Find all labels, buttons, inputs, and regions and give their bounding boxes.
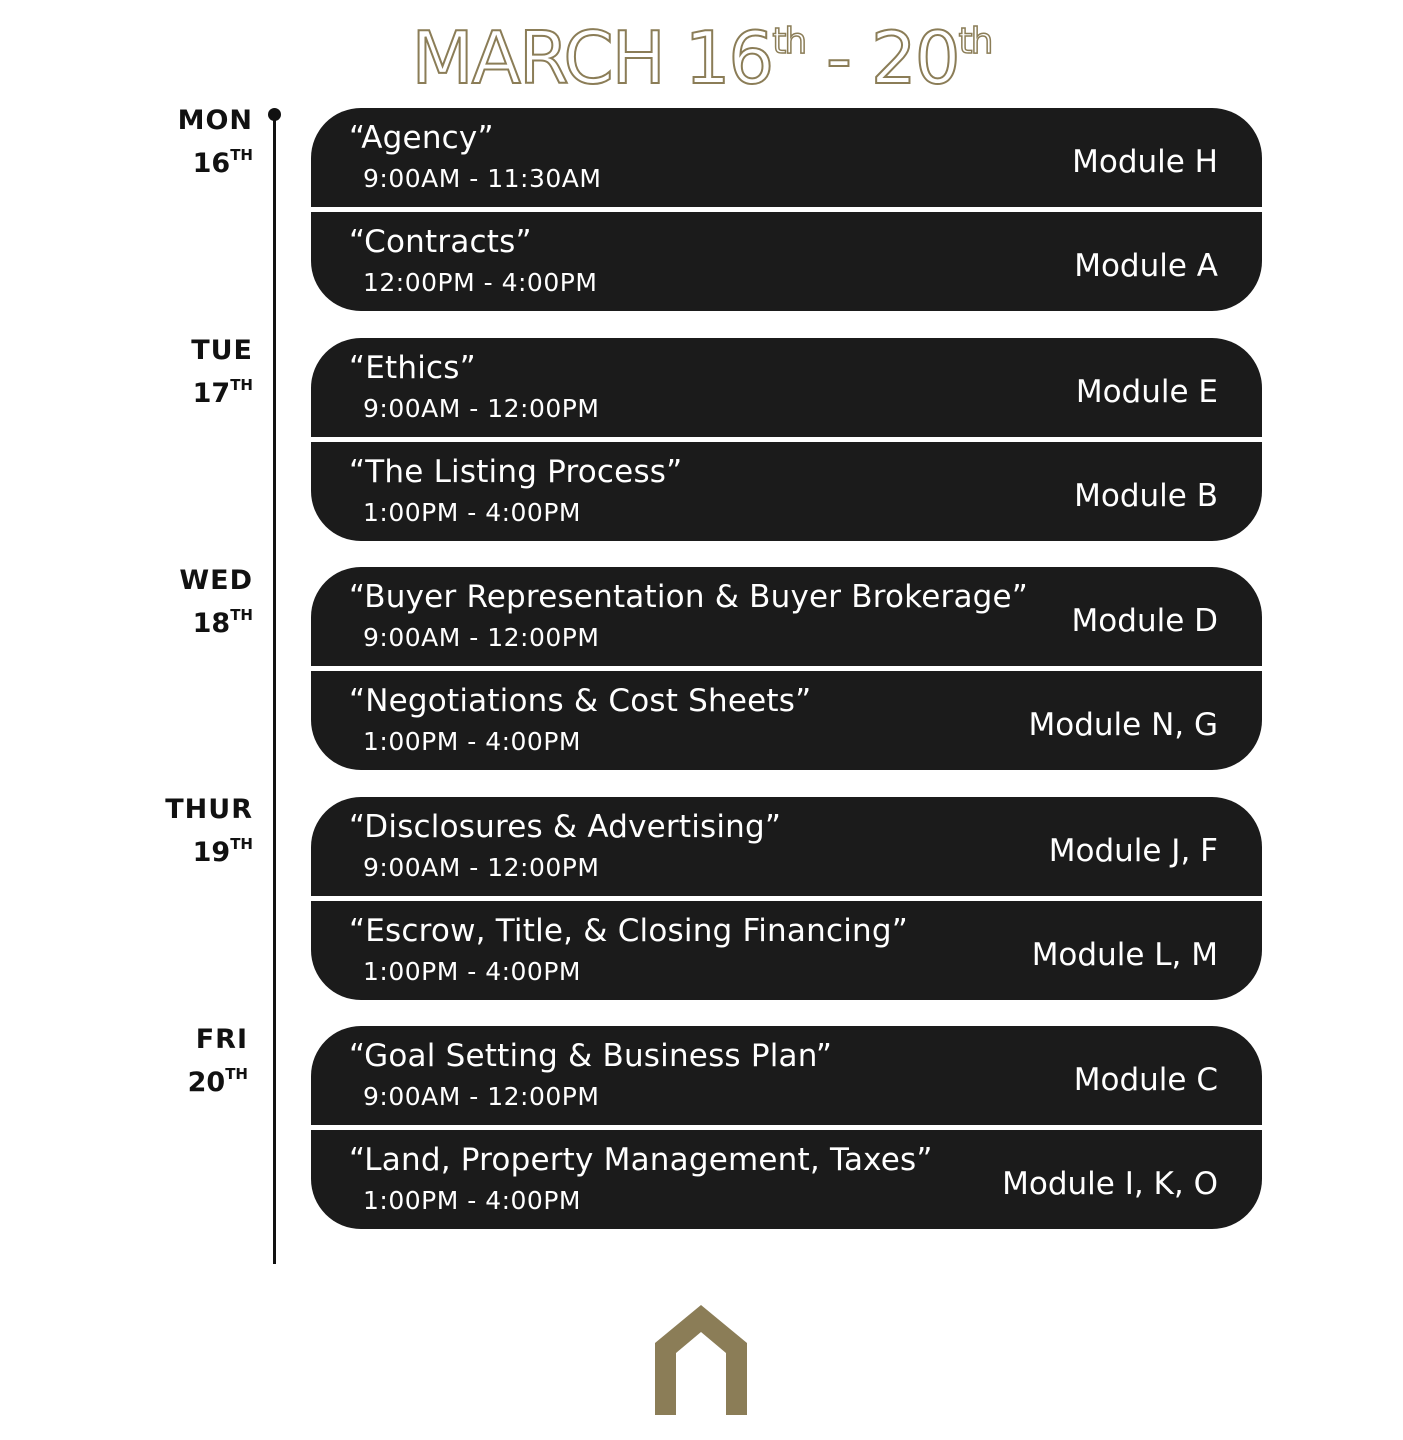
day-num: 19 — [192, 837, 231, 868]
day-label-wed — [179, 564, 253, 641]
session-title: “The Listing Process” — [349, 454, 683, 490]
day-name: TUE — [191, 335, 253, 366]
day-label-fri — [188, 1023, 248, 1100]
session-time: 9:00AM - 12:00PM — [363, 853, 600, 882]
session-title: “Disclosures & Advertising” — [349, 809, 782, 845]
session-time: 1:00PM - 4:00PM — [363, 498, 581, 527]
session-card — [311, 442, 1262, 541]
day-number — [179, 598, 253, 641]
day-suffix: TH — [230, 146, 253, 164]
day-num: 16 — [192, 148, 231, 179]
session-card — [311, 1130, 1262, 1229]
session-title: “Negotiations & Cost Sheets” — [349, 683, 812, 719]
session-card — [311, 212, 1262, 311]
session-time: 12:00PM - 4:00PM — [363, 268, 598, 297]
session-title: “Land, Property Management, Taxes” — [349, 1142, 933, 1178]
session-module: Module A — [1074, 248, 1218, 284]
session-module: Module D — [1071, 603, 1218, 639]
day-name: WED — [179, 565, 253, 596]
day-number — [165, 827, 253, 870]
day-number — [188, 1057, 248, 1100]
session-card — [311, 797, 1262, 896]
session-time: 1:00PM - 4:00PM — [363, 727, 581, 756]
day-number — [178, 138, 253, 181]
session-module: Module L, M — [1031, 937, 1218, 973]
day-name: FRI — [195, 1024, 248, 1055]
session-title: “Ethics” — [349, 350, 476, 386]
session-card — [311, 1026, 1262, 1125]
session-title: “Buyer Representation & Buyer Brokerage” — [349, 579, 1029, 615]
session-module: Module H — [1072, 144, 1218, 180]
day-num: 20 — [187, 1067, 226, 1098]
session-time: 9:00AM - 12:00PM — [363, 623, 600, 652]
session-time: 9:00AM - 12:00PM — [363, 1082, 600, 1111]
day-label-mon — [178, 104, 253, 181]
session-time: 1:00PM - 4:00PM — [363, 957, 581, 986]
session-title: “Contracts” — [349, 224, 532, 260]
session-title: “Goal Setting & Business Plan” — [349, 1038, 833, 1074]
session-card — [311, 108, 1262, 207]
session-title: “Agency” — [349, 120, 494, 156]
session-card — [311, 671, 1262, 770]
session-card — [311, 338, 1262, 437]
title-prefix: MARCH 16 — [411, 16, 773, 100]
session-title: “Escrow, Title, & Closing Financing” — [349, 913, 908, 949]
day-suffix: TH — [230, 606, 253, 624]
session-module: Module B — [1074, 478, 1218, 514]
page-title — [0, 2, 1403, 98]
timeline-line — [273, 116, 276, 1264]
session-card — [311, 567, 1262, 666]
session-module: Module E — [1075, 374, 1218, 410]
day-name: THUR — [165, 794, 253, 825]
day-suffix: TH — [230, 835, 253, 853]
day-suffix: TH — [230, 376, 253, 394]
title-sup-1: th — [772, 21, 806, 62]
session-module: Module I, K, O — [1002, 1166, 1218, 1202]
session-card — [311, 901, 1262, 1000]
day-suffix: TH — [225, 1065, 248, 1083]
day-name: MON — [177, 105, 253, 136]
session-module: Module C — [1073, 1062, 1218, 1098]
day-label-tue — [191, 334, 253, 411]
session-time: 1:00PM - 4:00PM — [363, 1186, 581, 1215]
title-sup-2: th — [958, 21, 992, 62]
house-icon — [655, 1305, 747, 1415]
day-label-thur — [165, 793, 253, 870]
session-time: 9:00AM - 12:00PM — [363, 394, 600, 423]
day-num: 17 — [192, 378, 231, 409]
session-module: Module N, G — [1028, 707, 1218, 743]
session-module: Module J, F — [1048, 833, 1218, 869]
day-number — [191, 368, 253, 411]
title-mid: - 20 — [805, 16, 959, 100]
day-num: 18 — [192, 608, 231, 639]
session-time: 9:00AM - 11:30AM — [363, 164, 602, 193]
